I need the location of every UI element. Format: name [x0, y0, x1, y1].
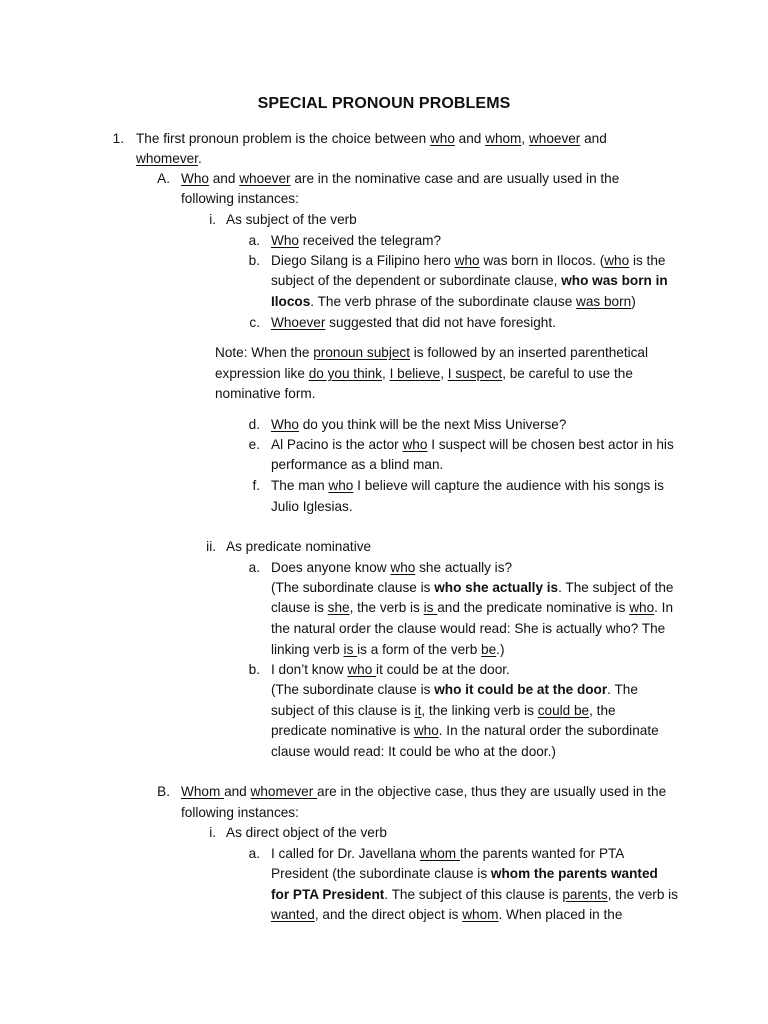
section-b-line-2: following instances: — [181, 805, 299, 820]
b-i-a-line-4: wanted, and the direct object is whom. When placed in the — [271, 907, 623, 922]
section-a-marker: A. — [157, 171, 170, 186]
section-a-line-2: following instances: — [181, 191, 299, 206]
a-ii-a-line-1: Does anyone know who she actually is? — [271, 560, 513, 575]
a-i-b-line-3: Ilocos. The verb phrase of the subordinate clause was born) — [271, 294, 636, 309]
a-i-b-marker: b. — [248, 253, 260, 268]
a-i-f-line-1: The man who I believe will capture the audience with his songs is — [271, 478, 664, 493]
note-line-2: expression like do you think, I believe, I suspect, be careful to use the — [215, 366, 633, 381]
a-ii-b-line-4: predicate nominative is who. In the natural order the subordinate — [271, 723, 659, 738]
a-i-b-line-1: Diego Silang is a Filipino hero who was born in Ilocos. (who is the — [271, 253, 666, 268]
b-i-label: As direct object of the verb — [226, 825, 387, 840]
item-1-line-1: The first pronoun problem is the choice between who and whom, whoever and — [136, 131, 607, 146]
a-i-f-line-2: Julio Iglesias. — [271, 499, 353, 514]
a-i-d-marker: d. — [248, 417, 260, 432]
section-b-marker: B. — [157, 784, 170, 799]
b-i-a-marker: a. — [248, 846, 260, 861]
a-i-e-marker: e. — [248, 437, 260, 452]
a-i-marker: i. — [209, 212, 216, 227]
a-ii-b-line-3: subject of this clause is it, the linking verb is could be, the — [271, 703, 616, 718]
item-1-marker: 1. — [112, 131, 124, 146]
a-ii-b-marker: b. — [248, 662, 260, 677]
a-ii-marker: ii. — [206, 539, 216, 554]
b-i-a-line-1: I called for Dr. Javellana whom the parents wanted for PTA — [271, 846, 625, 861]
a-ii-label: As predicate nominative — [226, 539, 372, 554]
section-a-line-1: Who and whoever are in the nominative case and are usually used in the — [181, 171, 620, 186]
a-i-d-line: Who do you think will be the next Miss Universe? — [271, 417, 567, 432]
a-i-e-line-2: performance as a blind man. — [271, 457, 444, 472]
page-title: SPECIAL PRONOUN PROBLEMS — [257, 95, 511, 112]
a-ii-a-line-2: (The subordinate clause is who she actually is. The subject of the — [271, 580, 674, 595]
a-ii-b-line-5: clause would read: It could be who at the door.) — [271, 744, 556, 759]
b-i-a-line-3: for PTA President. The subject of this clause is parents, the verb is — [271, 887, 678, 902]
note-line-1: Note: When the pronoun subject is followed by an inserted parenthetical — [215, 345, 649, 360]
a-i-c-line: Whoever suggested that did not have foresight. — [271, 315, 556, 330]
a-i-label: As subject of the verb — [226, 212, 357, 227]
a-i-a-line: Who received the telegram? — [271, 233, 442, 248]
a-ii-a-line-3: clause is she, the verb is is and the predicate nominative is who. In — [271, 600, 674, 615]
a-ii-a-line-5: linking verb is is a form of the verb be.) — [271, 642, 505, 657]
a-i-e-line-1: Al Pacino is the actor who I suspect will be chosen best actor in his — [271, 437, 674, 452]
a-i-b-line-2: subject of the dependent or subordinate clause, who was born in — [271, 273, 668, 288]
a-i-f-marker: f. — [252, 478, 260, 493]
b-i-marker: i. — [209, 825, 216, 840]
a-ii-b-line-2: (The subordinate clause is who it could be at the door. The — [271, 682, 638, 697]
a-ii-a-line-4: the natural order the clause would read: She is actually who? The — [271, 621, 666, 636]
section-b-line-1: Whom and whomever are in the objective case, thus they are usually used in the — [181, 784, 667, 799]
a-ii-a-marker: a. — [248, 560, 260, 575]
note-line-3: nominative form. — [215, 386, 316, 401]
b-i-a-line-2: President (the subordinate clause is whom the parents wanted — [271, 866, 658, 881]
a-ii-b-line-1: I don’t know who it could be at the door. — [271, 662, 510, 677]
a-i-a-marker: a. — [248, 233, 260, 248]
a-i-c-marker: c. — [249, 315, 260, 330]
item-1-line-2: whomever. — [136, 151, 202, 166]
